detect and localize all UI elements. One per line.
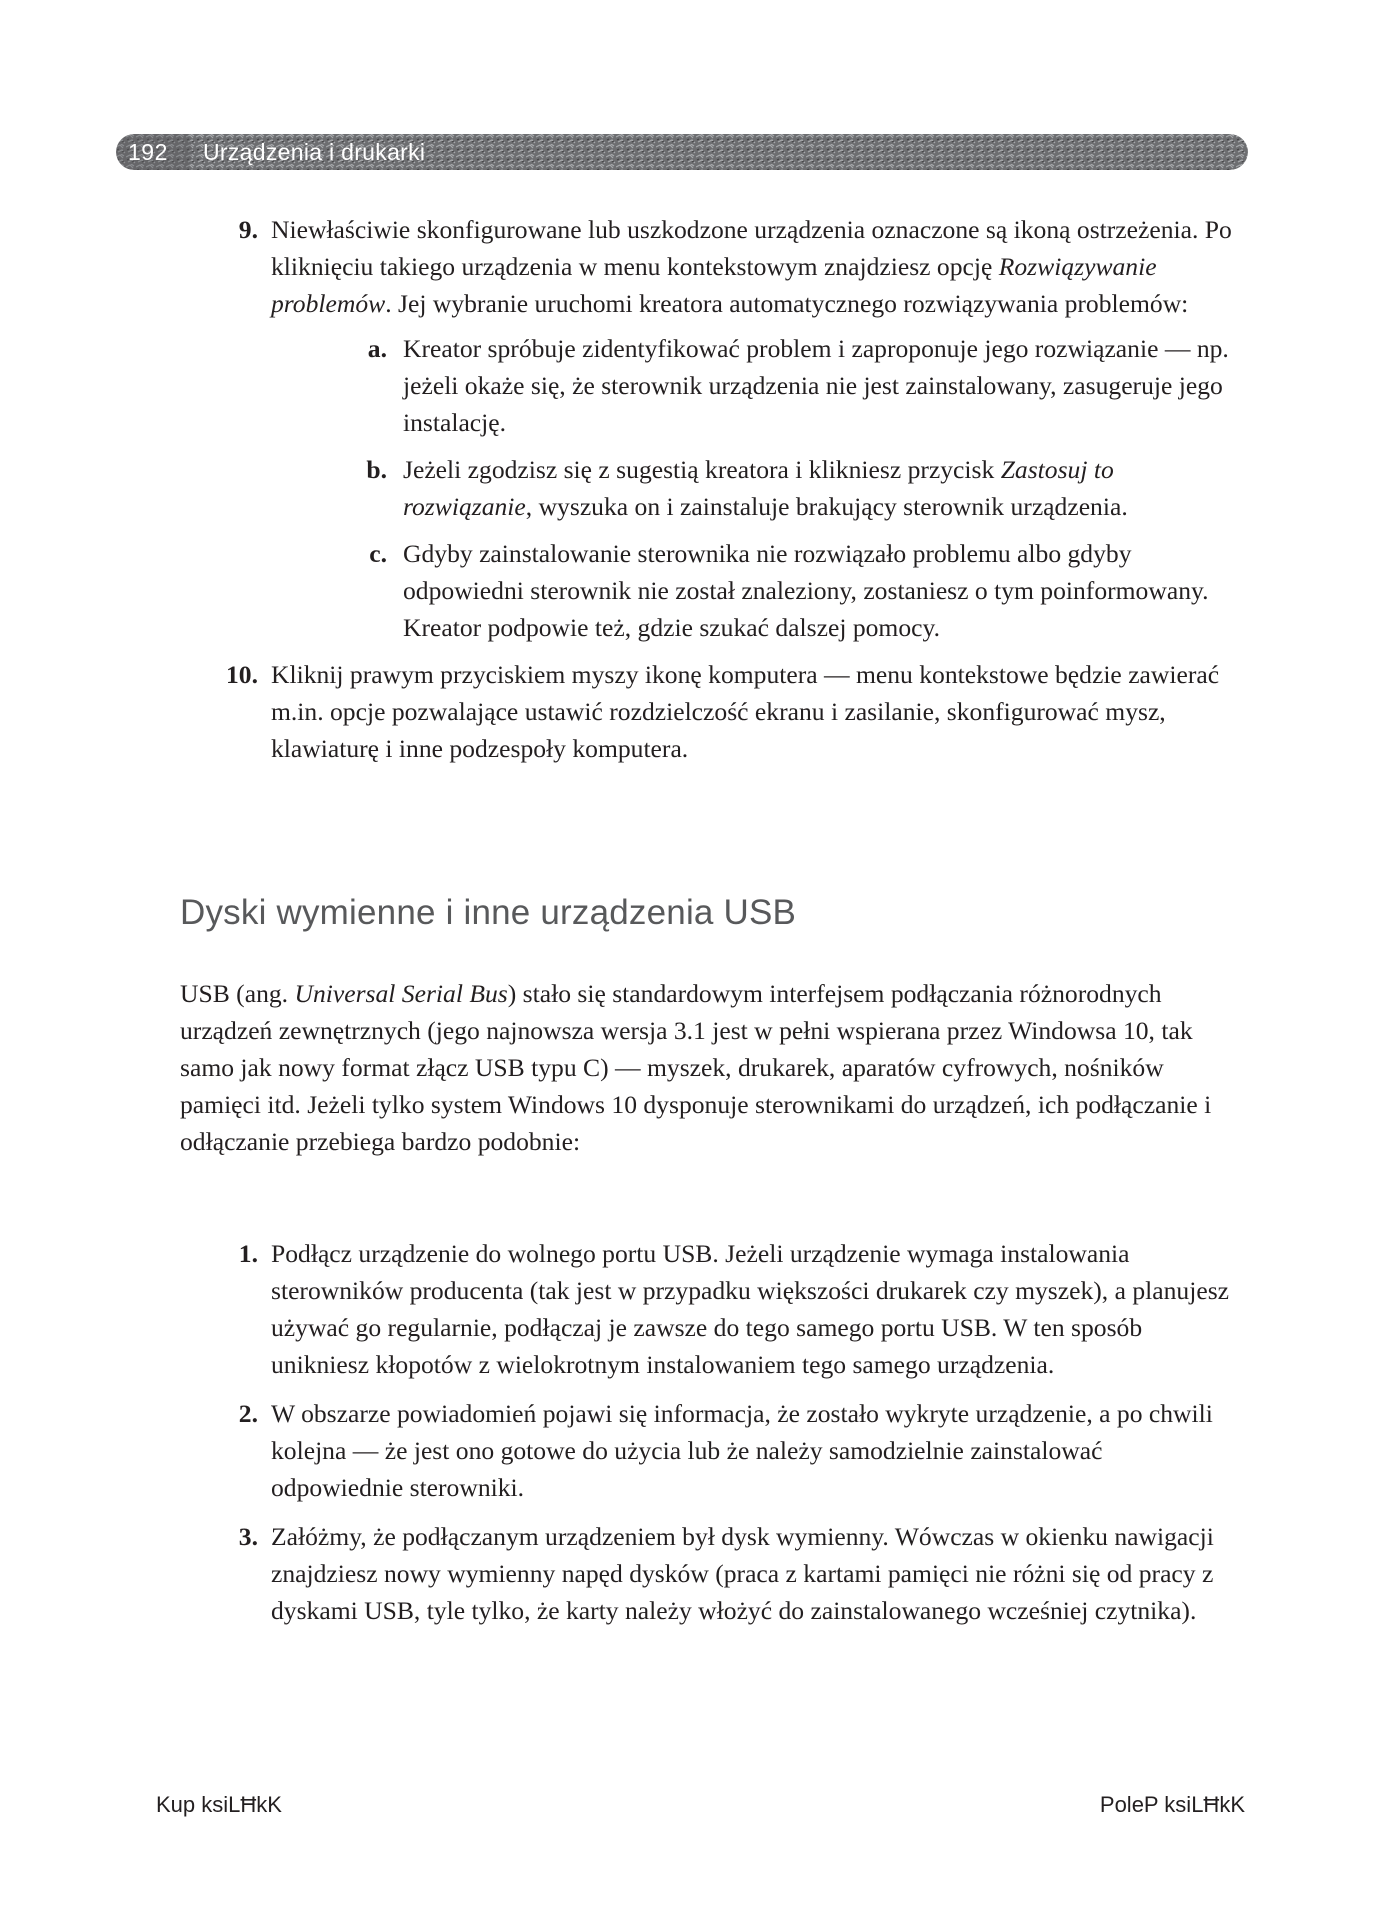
item-number: 2.: [238, 1399, 258, 1428]
running-title: Urządzenia i drukarki: [203, 139, 426, 165]
item-text: Podłącz urządzenie do wolnego portu USB. Jeżeli urządzenie wymaga instalowania sterowników producenta (tak jest w przypadku większości drukarek czy myszek), a planujesz używać go regularnie, podłączaj je zawsze do tego samego portu USB. W ten sposób unikniesz kłopotów z wielokrotnym instalowaniem tego samego urządzenia.: [271, 1239, 1230, 1379]
item-number: 3.: [238, 1522, 258, 1551]
item-number: 9.: [238, 215, 258, 244]
footer-buy-link[interactable]: Kup ksiLĦkK: [156, 1792, 282, 1817]
list-item: [180, 1395, 1232, 1506]
item-text: Kliknij prawym przyciskiem myszy ikonę komputera — menu kontekstowe będzie zawierać m.in. opcje pozwalające ustawić rozdzielczość ekranu i zasilanie, skonfigurować mysz, klawiaturę i inne podzespoły komputera.: [271, 660, 1220, 763]
sub-item: [271, 330, 1232, 441]
sub-item-text: Jeżeli zgodzisz się z sugestią kreatora i klikniesz przycisk Zastosuj to rozwiązanie, wyszuka on i zainstaluje brakujący sterownik urządzenia.: [403, 455, 1128, 521]
item-number: 10.: [226, 660, 258, 689]
page-number: 192: [128, 139, 168, 165]
sub-item-text: Gdyby zainstalowanie sterownika nie rozwiązało problemu albo gdyby odpowiedni sterownik nie został znaleziony, zostaniesz o tym poinformowany. Kreator podpowie też, gdzie szukać dalszej pomocy.: [403, 539, 1209, 642]
item-text: Załóżmy, że podłączanym urządzeniem był dysk wymienny. Wówczas w okienku nawigacji znajdziesz nowy wymienny napęd dysków (praca z kartami pamięci nie różni się od pracy z dyskami USB, tyle tylko, że karty należy włożyć do zainstalowanego wcześniej czytnika).: [271, 1522, 1214, 1625]
list-item: [180, 1518, 1232, 1629]
list-usb-steps: [180, 1235, 1232, 1641]
usb-expansion: Universal Serial Bus: [294, 979, 508, 1008]
list-troubleshooting: [180, 211, 1232, 777]
item-text: W obszarze powiadomień pojawi się informacja, że zostało wykryte urządzenie, a po chwili kolejna — że jest ono gotowe do użycia lub że należy samodzielnie zainstalować odpowiednie sterowniki.: [271, 1399, 1213, 1502]
intro-paragraph: USB (ang. Universal Serial Bus) stało się standardowym interfejsem podłączania różnorodnych urządzeń zewnętrznych (jego najnowsza wersja 3.1 jest w pełni wspierana przez Windowsa 10, tak samo jak nowy format złącz USB typu C) — myszek, drukarek, aparatów cyfrowych, nośników pamięci itd. Jeżeli tylko system Windows 10 dysponuje sterownikami do urządzeń, ich podłączanie i odłączanie przebiega bardzo podobnie:: [180, 979, 1212, 1156]
item-number: 1.: [238, 1239, 258, 1268]
list-item: [180, 211, 1232, 646]
list-item: [180, 1235, 1232, 1383]
sub-item: [271, 451, 1232, 525]
footer-recommend-link[interactable]: PoleP ksiLĦkK: [1099, 1792, 1245, 1817]
sub-item-letter: c.: [369, 539, 387, 568]
list-item: [180, 656, 1232, 767]
sub-item: [271, 535, 1232, 646]
menu-option-name: Rozwiązywanie problemów: [271, 252, 1157, 318]
item-text: Niewłaściwie skonfigurowane lub uszkodzone urządzenia oznaczone są ikoną ostrzeżenia. Po kliknięciu takiego urządzenia w menu kontekstowym znajdziesz opcję Rozwiązywanie problemów. Jej wybranie uruchomi kreatora automatycznego rozwiązywania problemów:: [271, 215, 1232, 318]
sub-item-letter: b.: [366, 455, 387, 484]
section-title: Dyski wymienne i inne urządzenia USB: [180, 893, 797, 932]
sub-item-text: Kreator spróbuje zidentyfikować problem i zaproponuje jego rozwiązanie — np. jeżeli okaże się, że sterownik urządzenia nie jest zainstalowany, zasugeruje jego instalację.: [403, 334, 1229, 437]
button-name: Zastosuj to rozwiązanie: [403, 455, 1114, 521]
sub-item-letter: a.: [367, 334, 387, 363]
sub-list: [271, 330, 1232, 646]
